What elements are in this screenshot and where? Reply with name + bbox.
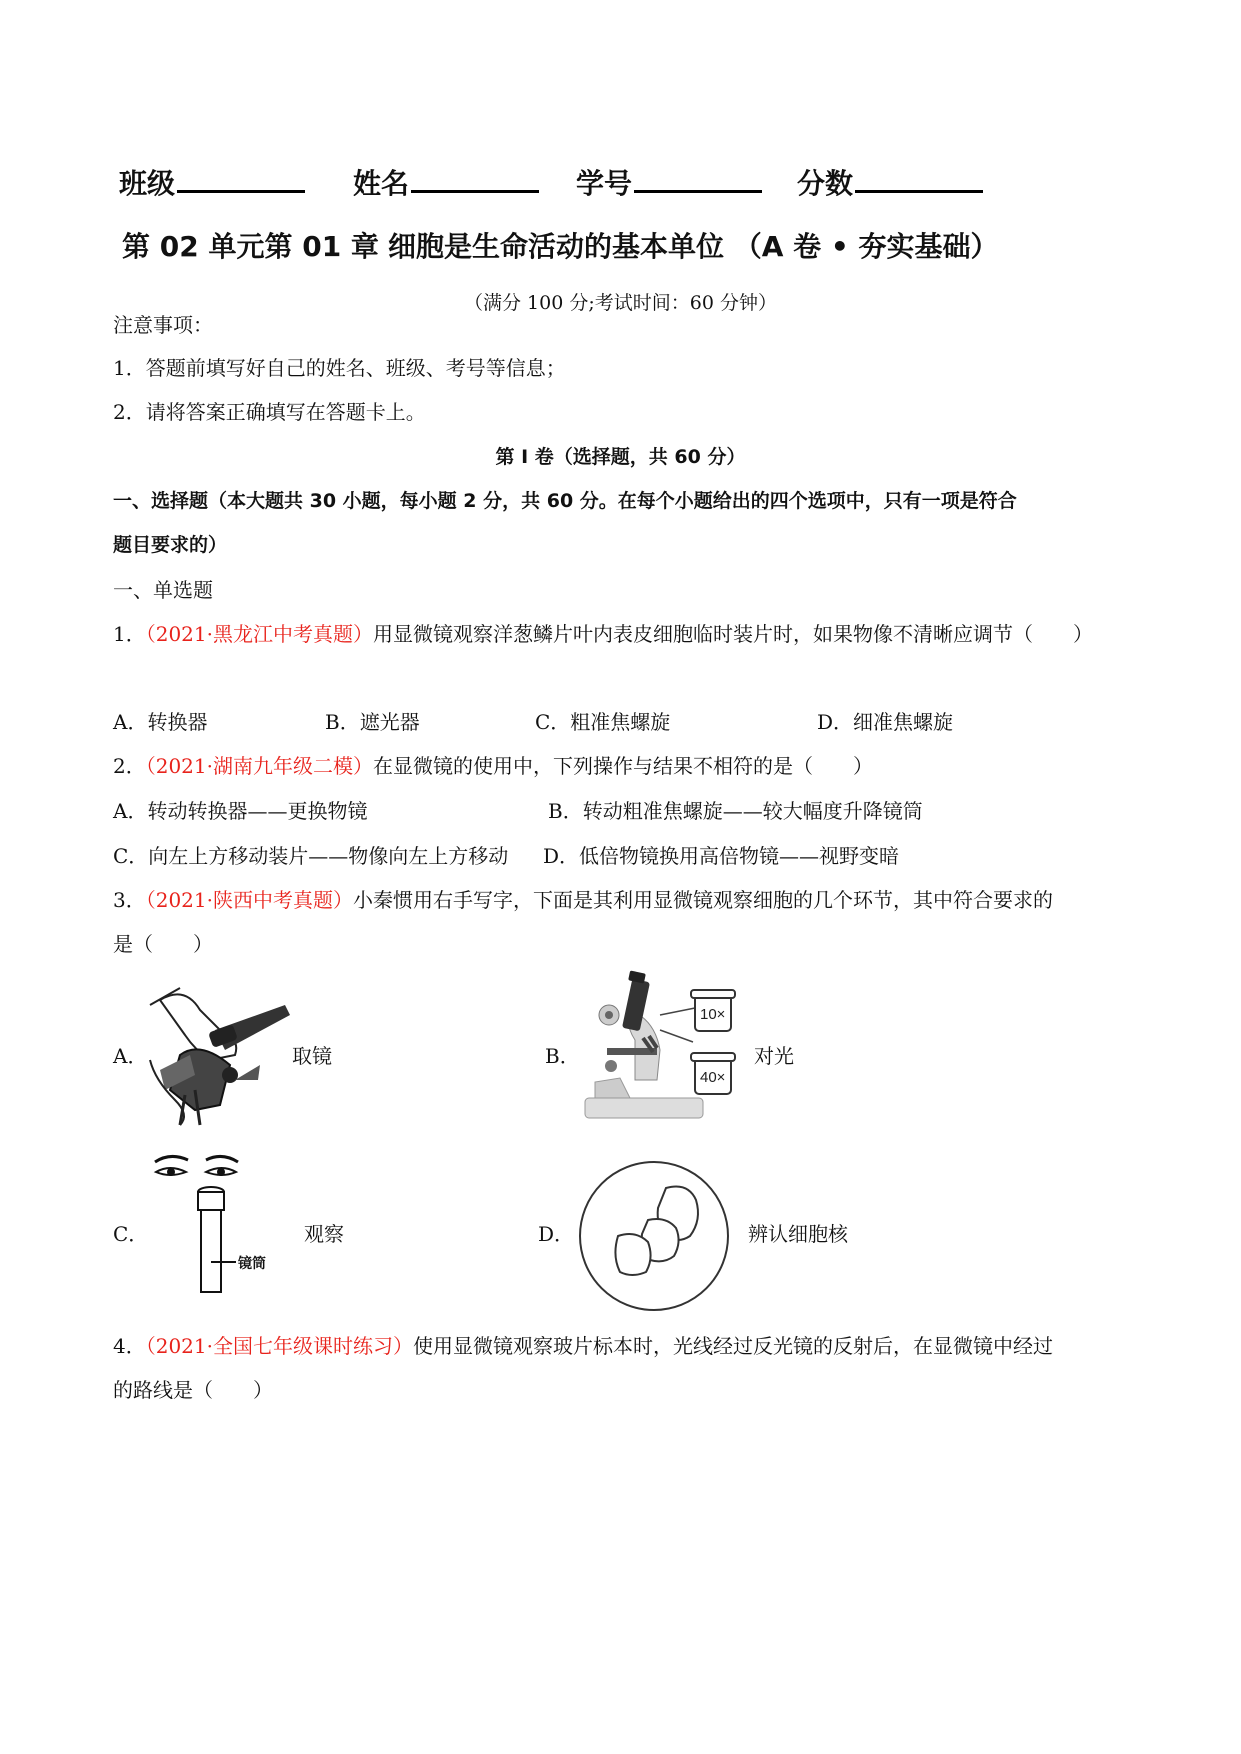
question-2 [113, 750, 873, 779]
option-a-caption: 取镜 [292, 1044, 332, 1068]
question-number: 3． [113, 888, 146, 912]
option-b-caption: 对光 [754, 1044, 794, 1068]
class-field[interactable] [119, 162, 305, 202]
question-source: （2021·黑龙江中考真题） [145, 622, 373, 646]
subsection-title: 一、单选题 [113, 578, 213, 602]
student-id-field[interactable] [576, 162, 762, 202]
notice-item: 1．答题前填写好自己的姓名、班级、考号等信息； [113, 356, 566, 380]
section-title: 第 I 卷（选择题，共 60 分） [495, 446, 746, 468]
question-source: （2021·陕西中考真题） [145, 888, 353, 912]
student-id-blank[interactable] [634, 166, 762, 193]
question-4 [113, 1330, 1053, 1359]
question-3-stem-cont: 是（ ） [113, 932, 213, 956]
option-a[interactable]: A．转动转换器——更换物镜 [113, 799, 368, 823]
question-source: （2021·全国七年级课时练习） [145, 1334, 413, 1358]
question-number: 2． [113, 754, 146, 778]
question-stem: 在显微镜的使用中，下列操作与结果不相符的是（ ） [373, 754, 873, 778]
option-d[interactable]: D．细准焦螺旋 [817, 710, 954, 734]
option-a[interactable]: A． [113, 1044, 148, 1068]
notice-heading: 注意事项： [113, 313, 213, 337]
score-field[interactable] [797, 162, 983, 202]
option-c[interactable]: C． [113, 1222, 149, 1246]
part-heading-line1: 一、选择题（本大题共 30 小题，每小题 2 分，共 60 分。在每个小题给出的四个选项中，只有一项是符合 [113, 490, 1017, 512]
tube-label: 镜筒 [238, 1256, 266, 1272]
question-stem: 用显微镜观察洋葱鳞片叶内表皮细胞临时装片时，如果物像不清晰应调节（ ） [373, 622, 1093, 646]
eyes-over-tube-illustration [150, 1150, 310, 1300]
class-blank[interactable] [177, 166, 305, 193]
notice-item: 2．请将答案正确填写在答题卡上。 [113, 400, 426, 424]
option-a[interactable]: A．转换器 [113, 710, 208, 734]
field-of-view-cells-illustration [578, 1160, 738, 1320]
hand-holding-microscope-illustration [140, 980, 300, 1130]
option-c-caption: 观察 [304, 1222, 344, 1246]
name-field[interactable] [353, 162, 539, 202]
option-d[interactable]: D．低倍物镜换用高倍物镜——视野变暗 [543, 844, 900, 868]
question-stem: 使用显微镜观察玻片标本时，光线经过反光镜的反射后，在显微镜中经过 [413, 1334, 1053, 1358]
option-b[interactable]: B．遮光器 [325, 710, 420, 734]
title-topic: 细胞是生命活动的基本单位 （A 卷 • 夯实基础） [388, 230, 999, 263]
name-blank[interactable] [411, 166, 539, 193]
question-source: （2021·湖南九年级二模） [145, 754, 373, 778]
score-label: 分数 [797, 167, 854, 200]
exam-info: （满分 100 分;考试时间：60 分钟） [464, 292, 777, 314]
score-blank[interactable] [855, 166, 983, 193]
name-label: 姓名 [353, 167, 410, 200]
question-3 [113, 884, 1053, 913]
question-stem: 小秦惯用右手写字，下面是其利用显微镜观察细胞的几个环节，其中符合要求的 [353, 888, 1053, 912]
question-4-stem-cont: 的路线是（ ） [113, 1378, 273, 1402]
option-c[interactable]: C．向左上方移动装片——物像向左上方移动 [113, 844, 509, 868]
option-d[interactable]: D． [538, 1222, 575, 1246]
lens-40x-label: 40× [700, 1069, 726, 1086]
student-id-label: 学号 [576, 167, 633, 200]
lens-10x-label: 10× [700, 1006, 726, 1023]
title-chapter: 第 02 单元第 01 章 [122, 230, 379, 263]
option-c[interactable]: C．粗准焦螺旋 [535, 710, 671, 734]
question-number: 4． [113, 1334, 146, 1358]
part-heading-line2: 题目要求的） [113, 534, 228, 556]
option-b[interactable]: B． [545, 1044, 580, 1068]
question-number: 1． [113, 622, 146, 646]
class-label: 班级 [119, 167, 176, 200]
microscope-with-lenses-illustration [585, 970, 765, 1130]
option-b[interactable]: B．转动粗准焦螺旋——较大幅度升降镜筒 [548, 799, 923, 823]
option-d-caption: 辨认细胞核 [748, 1222, 848, 1246]
question-1 [113, 618, 1093, 647]
